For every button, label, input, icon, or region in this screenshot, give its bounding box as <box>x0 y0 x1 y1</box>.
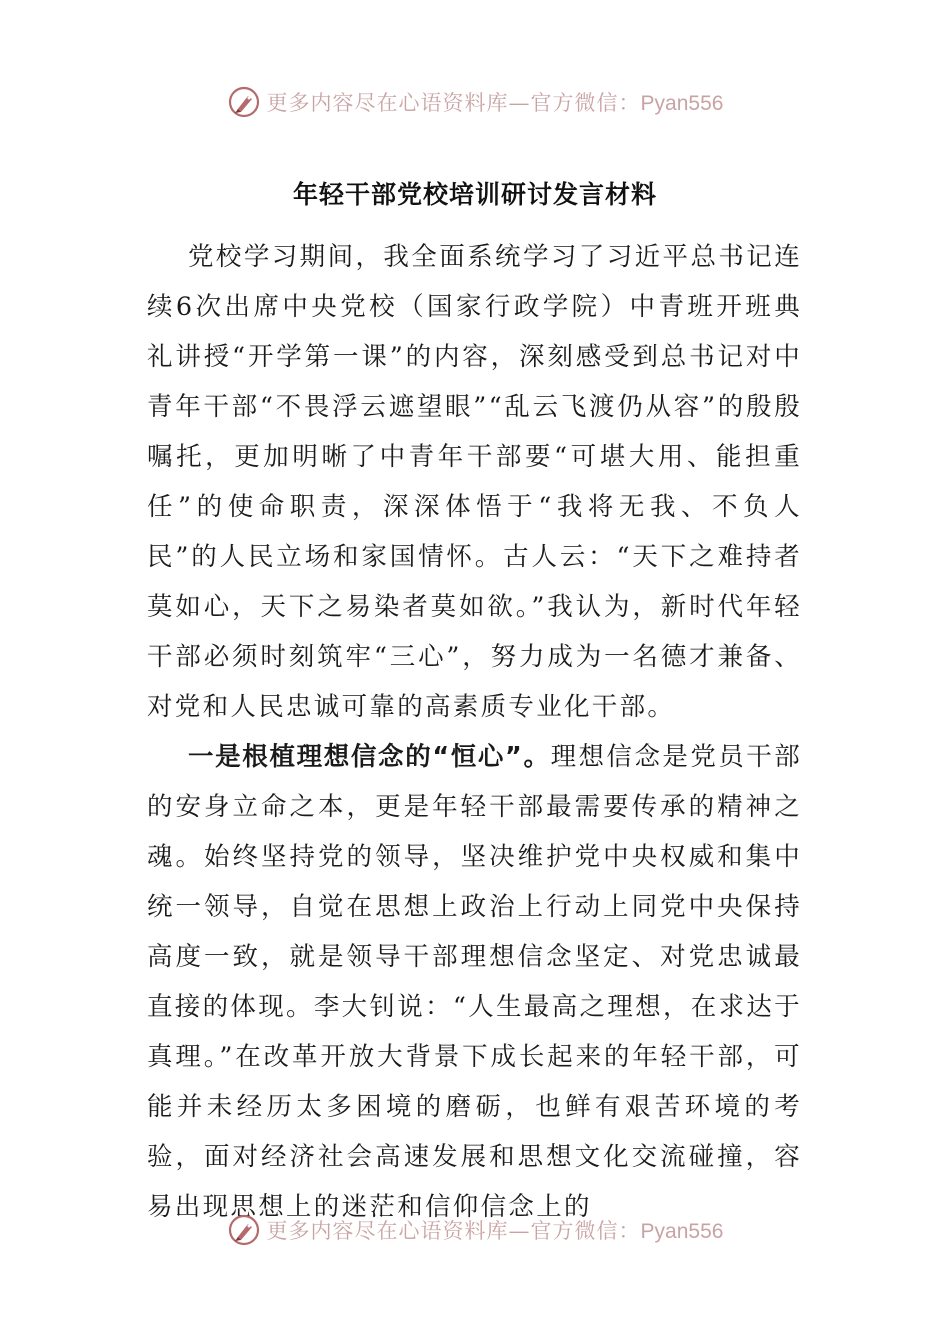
document-title: 年轻干部党校培训研讨发言材料 <box>292 180 657 209</box>
section-1-lead: 一是根植理想信念的“恒心”。 <box>188 742 551 772</box>
section-1-paragraph <box>147 732 802 1232</box>
intro-paragraph: 党校学习期间，我全面系统学习了习近平总书记连续6次出席中央党校（国家行政学院）中青班开班典礼讲授“开学第一课”的内容，深刻感受到总书记对中青年干部“不畏浮云遮望眼”“乱云飞渡仍从容”的殷殷嘱托，更加明晰了中青年干部要“可堪大用、能担重任”的使命职责，深深体悟于“我将无我、不负人民”的人民立场和家国情怀。古人云：“天下之难持者莫如心，天下之易染者莫如欲。”我认为，新时代年轻干部必须时刻筑牢“三心”，努力成为一名德才兼备、对党和人民忠诚可靠的高素质专业化干部。 <box>147 242 802 722</box>
banner-text: 更多内容尽在心语资料库—官方微信： <box>266 91 641 115</box>
header-banner <box>0 78 950 126</box>
banner-text: 更多内容尽在心语资料库—官方微信： <box>266 1219 641 1243</box>
wechat-id: Pyan556 <box>640 92 724 115</box>
pen-nib-logo-icon <box>227 85 261 119</box>
wechat-id: Pyan556 <box>640 1220 724 1243</box>
document-body <box>147 232 802 1232</box>
footer-banner <box>0 1206 950 1254</box>
section-1-body: 理想信念是党员干部的安身立命之本，更是年轻干部最需要传承的精神之魂。始终坚持党的领导，坚决维护党中央权威和集中统一领导，自觉在思想上政治上行动上同党中央保持高度一致，就是领导干部理想信念坚定、对党忠诚最直接的体现。李大钊说：“人生最高之理想，在求达于真理。”在改革开放大背景下成长起来的年轻干部，可能并未经历太多困境的磨砺，也鲜有艰苦环境的考验，面对经济社会高速发展和思想文化交流碰撞，容易出现思想上的迷茫和信仰信念上的 <box>147 742 802 1222</box>
pen-nib-logo-icon <box>227 1213 261 1247</box>
